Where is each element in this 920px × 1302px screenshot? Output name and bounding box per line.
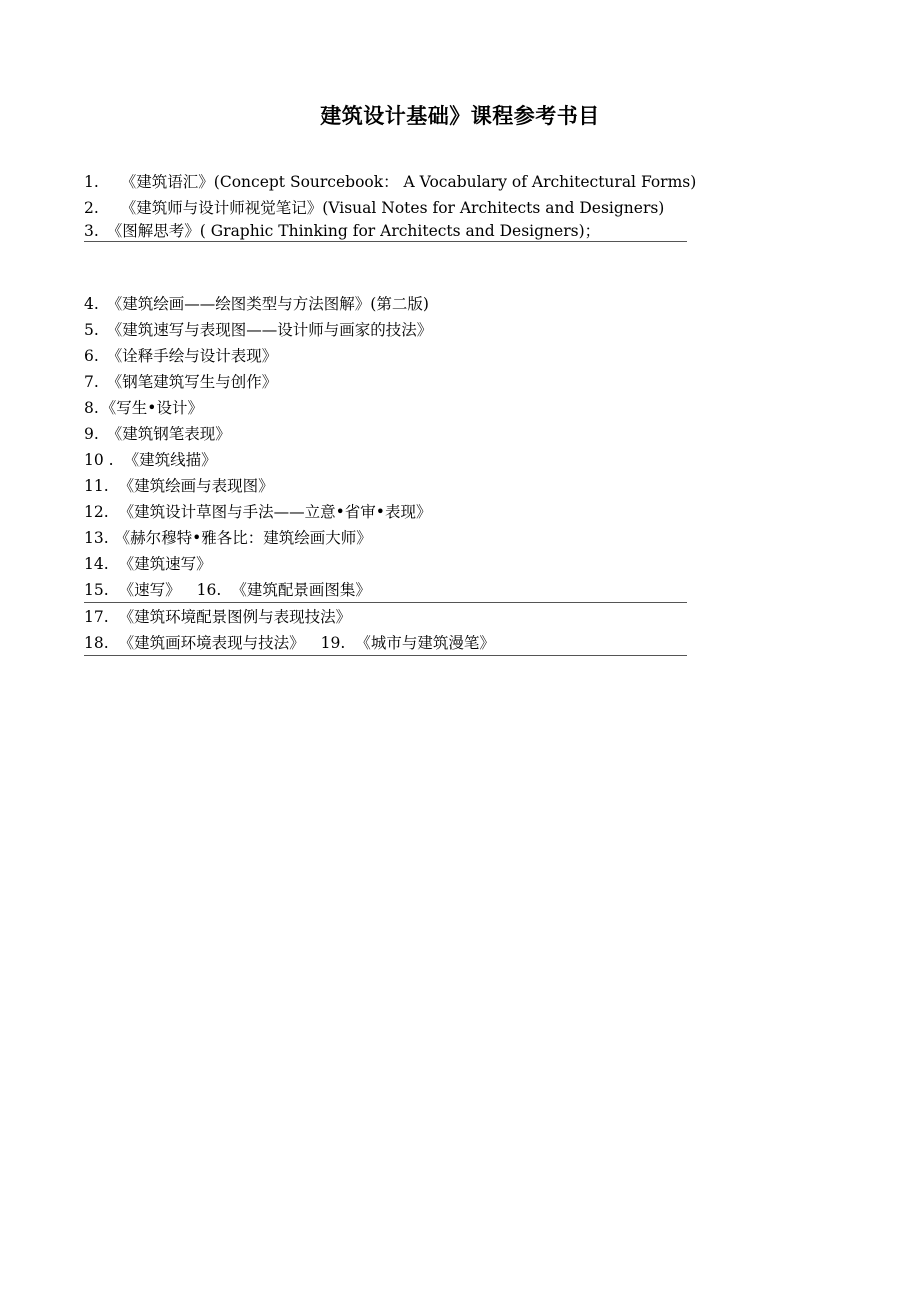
reference-number: 7. — [84, 373, 99, 391]
reference-item-10 — [84, 450, 217, 470]
reference-text: 《建筑画环境表现与技法》 — [118, 634, 305, 652]
reference-number: 6. — [84, 347, 99, 365]
reference-item-7 — [84, 372, 277, 392]
reference-item-6 — [84, 346, 277, 366]
document-title: 建筑设计基础》课程参考书目 — [320, 103, 600, 128]
reference-text: 《建筑师与设计师视觉笔记》(Visual Notes for Architects and Designers) — [120, 199, 665, 217]
reference-number: 15. — [84, 581, 109, 599]
reference-number: 18. — [84, 634, 109, 652]
reference-text: 《建筑速写与表现图——设计师与画家的技法》 — [106, 321, 433, 339]
reference-item-5 — [84, 320, 432, 340]
reference-item-1 — [84, 172, 696, 192]
reference-number: 8. — [84, 399, 99, 417]
reference-item-11 — [84, 476, 274, 496]
reference-text: 《速写》 — [118, 581, 181, 599]
reference-number: 13. — [84, 529, 109, 547]
reference-item-13 — [84, 528, 372, 548]
reference-number: 12. — [84, 503, 109, 521]
reference-number: 2. — [84, 199, 99, 217]
divider-line — [84, 655, 687, 656]
reference-number: 1. — [84, 173, 99, 191]
reference-text: 《写生•设计》 — [100, 399, 203, 417]
divider-line — [84, 241, 687, 242]
reference-text: 《图解思考》( Graphic Thinking for Architects and Designers)； — [106, 222, 601, 240]
reference-item-3 — [84, 221, 600, 241]
reference-number: 10 . — [84, 451, 114, 469]
reference-item-18-19 — [84, 633, 495, 653]
reference-number: 5. — [84, 321, 99, 339]
reference-text: 《诠释手绘与设计表现》 — [106, 347, 278, 365]
reference-item-4 — [84, 294, 429, 314]
reference-text: 《建筑语汇》(Concept Sourcebook： A Vocabulary of Architectural Forms) — [120, 173, 697, 191]
reference-number: 17. — [84, 608, 109, 626]
reference-text: 《建筑线描》 — [123, 451, 217, 469]
reference-text: 《建筑绘画——绘图类型与方法图解》(第二版) — [106, 295, 429, 313]
reference-text: 《建筑绘画与表现图》 — [118, 477, 274, 495]
reference-text: 《钢笔建筑写生与创作》 — [106, 373, 278, 391]
reference-number: 4. — [84, 295, 99, 313]
reference-item-15-16 — [84, 580, 371, 600]
reference-item-9 — [84, 424, 231, 444]
reference-number: 19. — [320, 634, 346, 652]
reference-number: 9. — [84, 425, 99, 443]
reference-item-2 — [84, 198, 664, 218]
reference-text: 《建筑速写》 — [118, 555, 212, 573]
divider-line — [84, 602, 687, 603]
reference-number: 16. — [196, 581, 222, 599]
reference-text: 《建筑配景画图集》 — [231, 581, 371, 599]
reference-item-8 — [84, 398, 203, 418]
reference-item-14 — [84, 554, 212, 574]
reference-number: 14. — [84, 555, 109, 573]
reference-text: 《建筑钢笔表现》 — [106, 425, 231, 443]
reference-item-17 — [84, 607, 351, 627]
reference-item-12 — [84, 502, 431, 522]
reference-number: 3. — [84, 222, 99, 240]
reference-text: 《建筑环境配景图例与表现技法》 — [118, 608, 352, 626]
reference-text: 《建筑设计草图与手法——立意•省审•表现》 — [118, 503, 432, 521]
reference-text: 《赫尔穆特•雅各比：建筑绘画大师》 — [114, 529, 372, 547]
reference-text: 《城市与建筑漫笔》 — [355, 634, 495, 652]
reference-number: 11. — [84, 477, 109, 495]
